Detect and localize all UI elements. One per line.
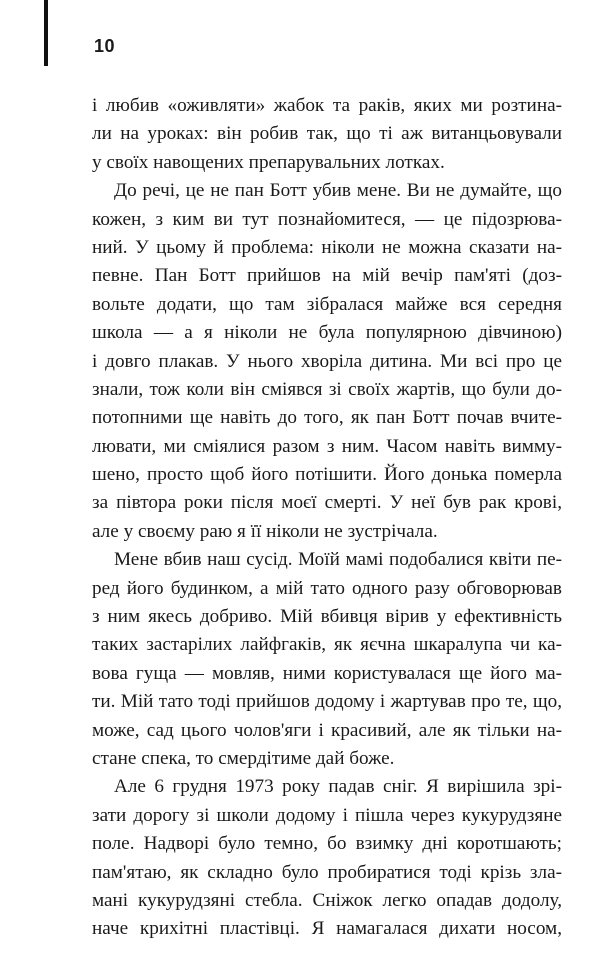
text-line: у своїх навощених препарувальних лотках. bbox=[92, 151, 445, 173]
text-line: стане спека, то смердітиме дай боже. bbox=[92, 747, 395, 769]
text-line: шено, просто щоб його потішити. Його донька померла bbox=[92, 464, 562, 486]
text-line: До речі, це не пан Ботт убив мене. Ви не думайте, що bbox=[114, 180, 562, 202]
page-number: 10 bbox=[94, 36, 116, 56]
text-line: і довго плакав. У нього хворіла дитина. Ми всі про це bbox=[92, 350, 562, 372]
text-line: лювати, ми сміялися разом з ним. Часом навіть вимму- bbox=[92, 435, 562, 457]
text-line: ний. У цьому й проблема: ніколи не можна сказати на- bbox=[92, 236, 562, 258]
text-line: певне. Пан Ботт прийшов на мій вечір пам'яті (доз- bbox=[92, 265, 562, 287]
text-line: вольте додати, що там зібралася майже вся середня bbox=[92, 293, 562, 315]
text-line: знали, тож коли він сміявся зі своїх жартів, що були до- bbox=[92, 378, 562, 400]
text-line: але у своєму раю я її ніколи не зустрічала. bbox=[92, 520, 438, 542]
paragraph bbox=[92, 92, 562, 177]
body-text bbox=[92, 92, 562, 944]
text-line: вова гуща — мовляв, ними користувалася ще його ма- bbox=[92, 662, 562, 684]
text-line: кожен, з ким ви тут познайомитеся, — це підозрюва- bbox=[92, 208, 562, 230]
paragraph bbox=[92, 546, 562, 773]
paragraph bbox=[92, 773, 562, 943]
text-line: з ним якесь добриво. Мій вбивця вірив у ефективність bbox=[92, 606, 562, 628]
text-line: пам'ятаю, як складно було пробиратися тоді крізь зла- bbox=[92, 861, 562, 883]
text-line: ти. Мій тато тоді прийшов додому і жартував про те, що, bbox=[92, 691, 562, 713]
text-line: за півтора роки після моєї смерті. У неї був рак крові, bbox=[92, 492, 562, 514]
text-line: таких застарілих лайфгаків, як яєчна шкаралупа чи ка- bbox=[92, 634, 562, 656]
text-line: мані кукурудзяні стебла. Сніжок легко опадав додолу, bbox=[92, 889, 562, 911]
text-line: ли на уроках: він робив так, що ті аж витанцьовували bbox=[92, 123, 562, 145]
text-line: може, сад цього чолов'яги і красивий, але як тільки на- bbox=[92, 719, 562, 741]
text-line: наче крихітні пластівці. Я намагалася дихати носом, bbox=[92, 918, 562, 940]
page-edge-mark bbox=[44, 0, 48, 66]
text-line: поле. Надворі було темно, бо взимку дні коротшають; bbox=[92, 833, 562, 855]
text-line: школа — а я ніколи не була популярною дівчиною) bbox=[92, 322, 562, 344]
text-line: потопними ще навіть до того, як пан Ботт почав вчите- bbox=[92, 407, 562, 429]
paragraph bbox=[92, 177, 562, 546]
text-line: ред його будинком, а мій тато одного разу обговорював bbox=[92, 577, 562, 599]
text-line: зати дорогу зі школи додому і пішла через кукурудзяне bbox=[92, 804, 562, 826]
text-line: Але 6 грудня 1973 року падав сніг. Я вирішила зрі- bbox=[114, 776, 562, 798]
text-line: Мене вбив наш сусід. Моїй мамі подобалися квіти пе- bbox=[114, 549, 562, 571]
text-line: і любив «оживляти» жабок та раків, яких ми розтина- bbox=[92, 95, 562, 116]
